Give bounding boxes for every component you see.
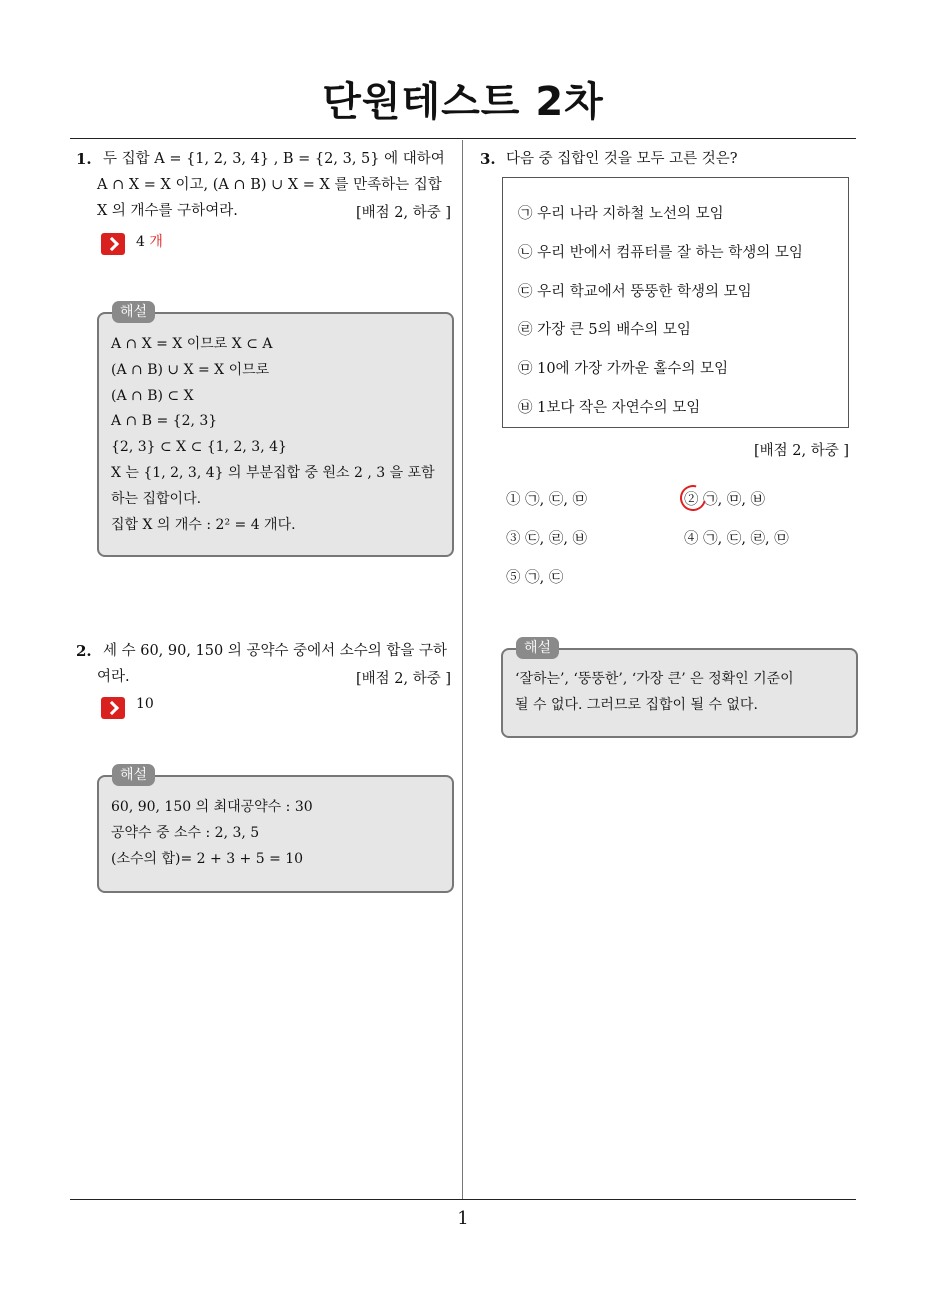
- q1-explanation-line-5: {2, 3} ⊂ X ⊂ {1, 2, 3, 4}: [111, 439, 287, 455]
- question-1-line-2: A ∩ X = X 이고, (A ∩ B) ∪ X = X 를 만족하는 집합: [97, 177, 442, 193]
- option-4[interactable]: ④ ㉠, ㉢, ㉣, ㉤: [684, 531, 789, 547]
- choice-item-4: ㉣ 가장 큰 5의 배수의 모임: [518, 322, 691, 338]
- choice-item-1: ㉠ 우리 나라 지하철 노선의 모임: [518, 206, 724, 222]
- question-1-line-3: X 의 개수를 구하여라.: [97, 203, 238, 219]
- choice-item-5: ㉤ 10에 가장 가까운 홀수의 모임: [518, 361, 729, 377]
- q2-explanation-line-3: (소수의 합)= 2 + 3 + 5 = 10: [111, 851, 304, 867]
- answer-arrow-icon: [101, 233, 125, 255]
- choice-item-6: ㉥ 1보다 작은 자연수의 모임: [518, 400, 701, 416]
- footer-divider: [70, 1199, 856, 1200]
- question-1-score: [배점 2, 하중 ]: [356, 205, 452, 221]
- q1-explanation-line-2: (A ∩ B) ∪ X = X 이므로: [111, 362, 270, 378]
- option-1[interactable]: ① ㉠, ㉢, ㉤: [506, 492, 588, 508]
- q2-explanation-line-1: 60, 90, 150 의 최대공약수 : 30: [111, 799, 313, 815]
- q3-explanation-line-2: 될 수 없다. 그러므로 집합이 될 수 없다.: [515, 697, 758, 713]
- answer-unit: 개: [149, 234, 163, 250]
- explanation-label: 해설: [112, 301, 155, 323]
- question-1-number: 1.: [76, 150, 92, 168]
- question-3-score: [배점 2, 하중 ]: [754, 443, 850, 459]
- explanation-label: 해설: [516, 637, 559, 659]
- q2-explanation-line-2: 공약수 중 소수 : 2, 3, 5: [111, 825, 260, 841]
- explanation-label: 해설: [112, 764, 155, 786]
- option-3[interactable]: ③ ㉢, ㉣, ㉥: [506, 531, 588, 547]
- choice-item-2: ㉡ 우리 반에서 컴퓨터를 잘 하는 학생의 모임: [518, 245, 803, 261]
- q1-explanation-line-3: (A ∩ B) ⊂ X: [111, 388, 194, 404]
- q1-explanation-line-8: 집합 X 의 개수 : 2² = 4 개다.: [111, 517, 296, 533]
- column-divider: [462, 140, 463, 1200]
- selected-answer-mark-icon: [675, 480, 711, 516]
- q1-explanation-line-1: A ∩ X = X 이므로 X ⊂ A: [111, 336, 273, 352]
- question-3-number: 3.: [480, 150, 496, 168]
- q1-explanation-line-6: X 는 {1, 2, 3, 4} 의 부분집합 중 원소 2 , 3 을 포함: [111, 465, 435, 481]
- choice-item-3: ㉢ 우리 학교에서 뚱뚱한 학생의 모임: [518, 284, 752, 300]
- option-2[interactable]: ② ㉠, ㉤, ㉥: [684, 492, 766, 508]
- q1-explanation-line-4: A ∩ B = {2, 3}: [111, 413, 218, 429]
- question-2-score: [배점 2, 하중 ]: [356, 671, 452, 687]
- question-1-line-1: 두 집합 A = {1, 2, 3, 4} , B = {2, 3, 5} 에 대하여: [103, 151, 445, 167]
- question-3-text: 다음 중 집합인 것을 모두 고른 것은?: [506, 151, 738, 167]
- answer-arrow-icon: [101, 697, 125, 719]
- page-number: 1: [457, 1208, 469, 1229]
- question-2-line-1: 세 수 60, 90, 150 의 공약수 중에서 소수의 합을 구하: [103, 643, 447, 659]
- q1-explanation-line-7: 하는 집합이다.: [111, 491, 202, 507]
- option-5[interactable]: ⑤ ㉠, ㉢: [506, 570, 564, 586]
- question-2-answer: 10: [136, 696, 154, 712]
- header-divider: [70, 138, 856, 139]
- q3-explanation-line-1: ‘잘하는’, ‘뚱뚱한’, ‘가장 큰’ 은 정확인 기준이: [515, 671, 794, 687]
- page-title: 단원테스트 2차: [322, 79, 604, 125]
- question-2-line-2: 여라.: [97, 669, 130, 685]
- answer-value: 4: [136, 234, 145, 250]
- question-2-number: 2.: [76, 642, 92, 660]
- question-1-answer: [136, 231, 163, 251]
